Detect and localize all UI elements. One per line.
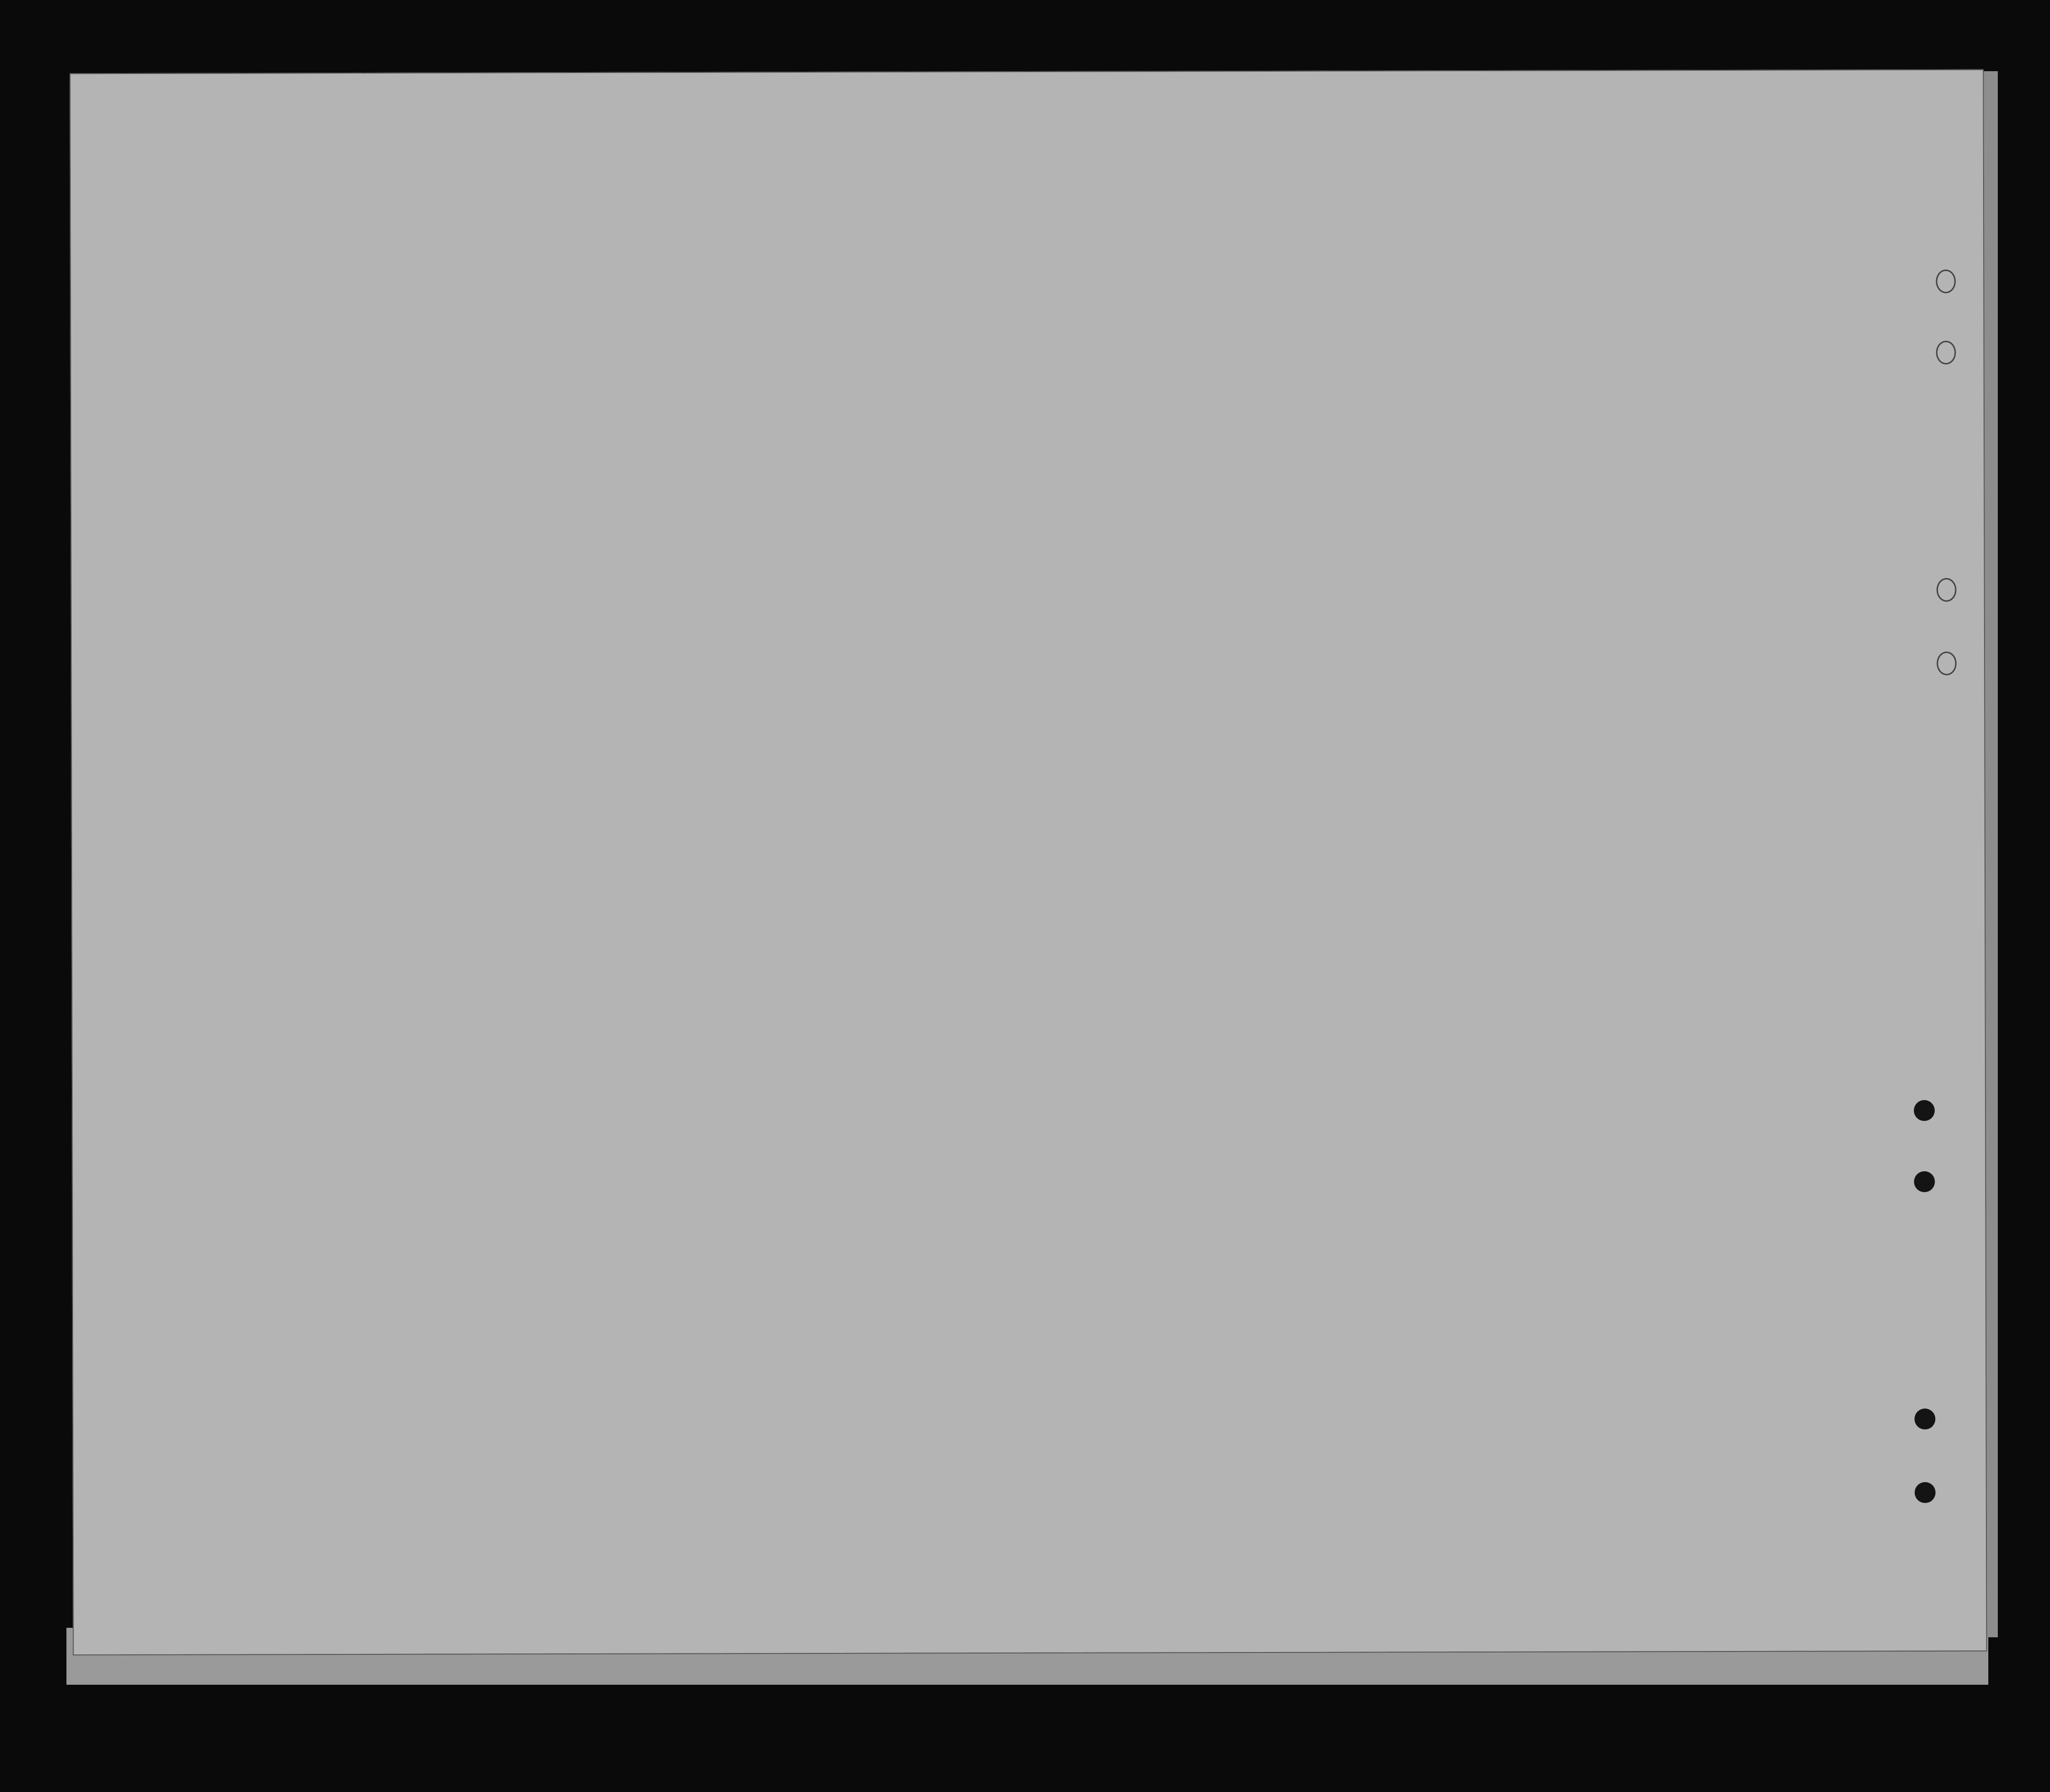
- manifest-sheet: [70, 69, 1987, 1655]
- manifest-grid: [71, 70, 1986, 1654]
